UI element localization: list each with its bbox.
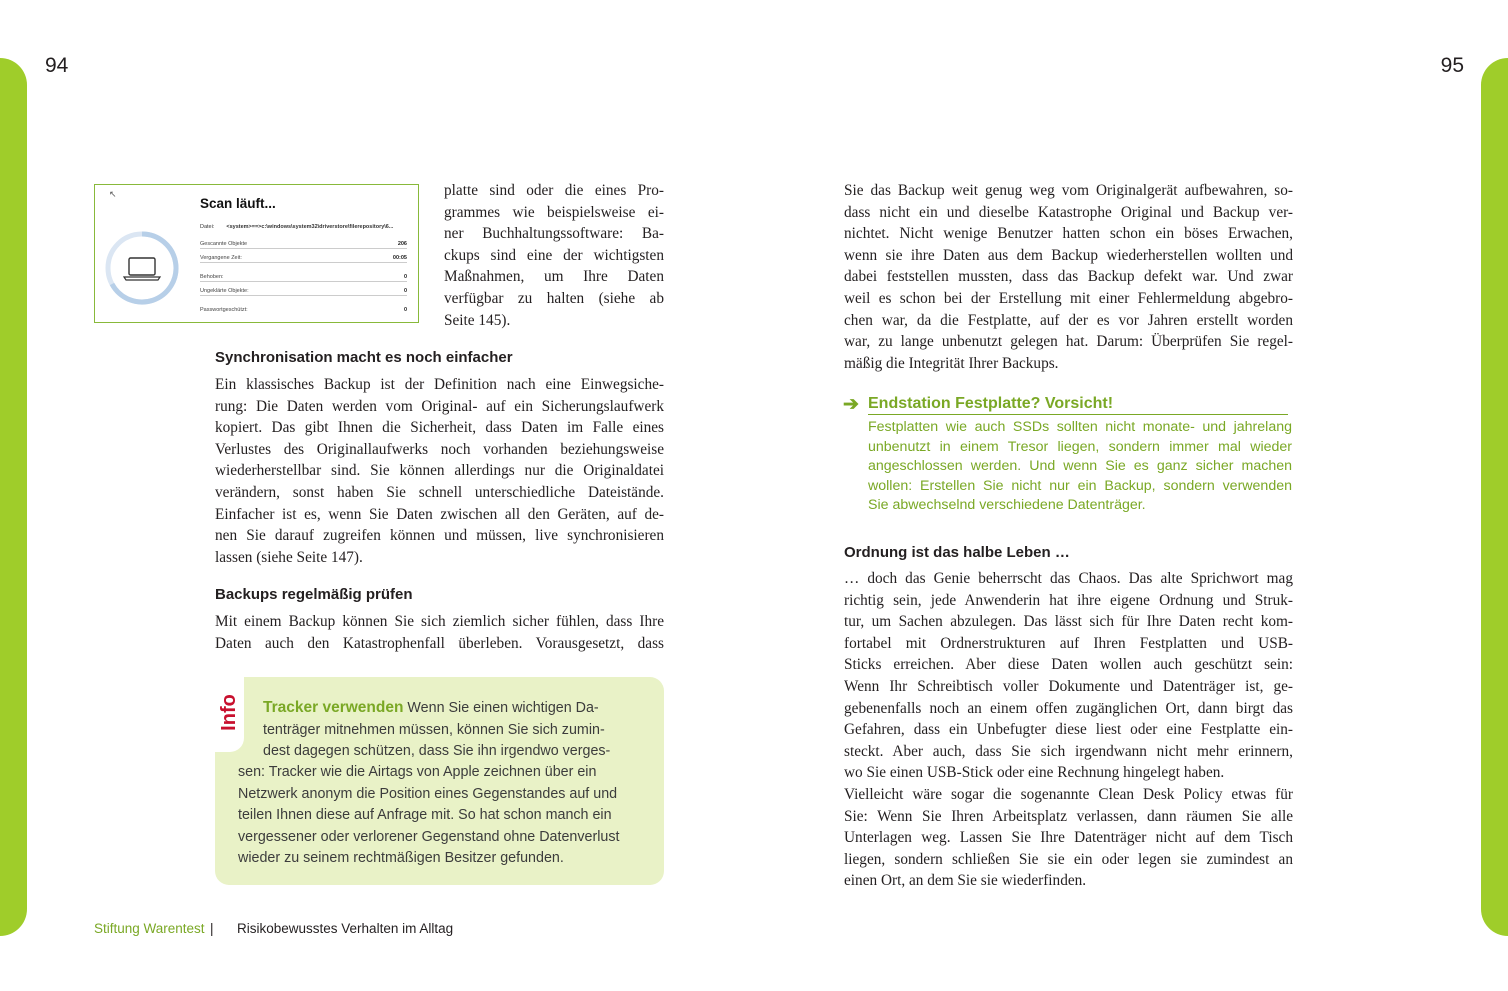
text-line: einen Ort, an dem Sie sie wiederfinden. xyxy=(844,872,1087,890)
text-line: Tracker verwenden Wenn Sie einen wichtigen Da- xyxy=(263,699,599,716)
text-line: mäßig die Integrität Ihrer Backups. xyxy=(844,354,1059,372)
paragraph-synchronisation xyxy=(215,374,664,568)
page-number-right: 95 xyxy=(1440,54,1464,77)
text-line: steckt. Aber auch, dass Sie sich irgendwann nicht mehr erinnern, xyxy=(844,742,1293,760)
scan-screenshot-figure xyxy=(94,184,419,323)
text-line: Einfacher ist es, wenn Sie Daten zwischen all den Geräten, auf de- xyxy=(215,505,664,523)
text-line: angeschlossen werden. Und wenn Sie es ganz sicher machen xyxy=(868,458,1292,475)
paragraph-backup-aufbewahren xyxy=(844,180,1293,374)
text-line: war, zu lange unbenutzt gelegen hat. Darum: Überprüfen Sie regel- xyxy=(844,333,1293,351)
paragraph-backups-pruefen xyxy=(215,611,664,654)
scan-stat-row xyxy=(200,307,407,314)
scan-stat-value: 00:05 xyxy=(392,255,407,261)
text-line: Sie abwechselnd verschiedene Datenträger. xyxy=(868,497,1146,514)
scan-stat-row xyxy=(200,288,407,296)
text-line: dest dagegen schützen, dass Sie ihn irgendwo verges- xyxy=(263,743,611,759)
text-line: Netzwerk anonym die Position eines Gegenstandes auf und xyxy=(238,785,618,802)
text-line: grammes wie beispielsweise ei- xyxy=(444,203,664,221)
text-line: Seite 145). xyxy=(444,311,511,329)
scan-stat-row xyxy=(200,274,407,282)
text-line: ckups sind eine der wichtigsten xyxy=(444,246,664,264)
info-text-top xyxy=(263,697,663,763)
text-line: chen war, da die Festplatte, auf der es vor Jahren erstellt worden xyxy=(844,311,1293,329)
scan-stat-label: Gescannte Objekte xyxy=(200,241,248,247)
text-line: kopiert. Das gibt Ihnen die Sicherheit, dass Daten im Falle eines xyxy=(215,419,664,437)
text-line: Unterlagen weg. Lassen Sie Ihre Datenträger nicht auf dem Tisch xyxy=(844,829,1293,847)
scan-stat-row xyxy=(200,255,407,263)
scan-progress-ring xyxy=(104,230,180,306)
text-line: Gefahren, dass ein Unbefugter diese liest oder eine Festplatte ein- xyxy=(844,721,1293,739)
text-line: nichtet. Nicht wenige Benutzer hatten schon ein böses Erwachen, xyxy=(844,225,1293,243)
scan-stat-value: 206 xyxy=(397,241,407,247)
text-line: rung: Die Daten werden vom Original- auf ein Sicherungslaufwerk xyxy=(215,397,664,415)
text-line: verändern, sonst haben Sie schnell unterschiedliche Dateistände. xyxy=(215,483,664,501)
text-line: weil es schon bei der Erstellung mit einer Fehlermeldung abgebro- xyxy=(844,289,1293,307)
laptop-icon xyxy=(124,258,160,280)
text-line: Daten auch den Katastrophenfall überleben. Vorausgesetzt, dass xyxy=(215,634,664,652)
scan-file-label: Datei: xyxy=(200,224,215,230)
info-label: Info xyxy=(217,693,240,731)
scan-stat-row xyxy=(200,241,407,249)
text-line: wenn sie ihre Daten aus dem Backup wiederherstellen wollten und xyxy=(844,246,1293,264)
scan-stat-value: 0 xyxy=(403,274,407,280)
text-line: liegen, sondern schließen Sie sie ein oder legen sie zumindest an xyxy=(844,850,1293,868)
text-line: Festplatten wie auch SSDs sollten nicht monate- und jahrelang xyxy=(868,419,1292,435)
text-line: Vielleicht wäre sogar die sogenannte Clean Desk Policy etwas für xyxy=(844,785,1293,803)
scan-file-path: <system>==>c:\windows\system32\driverstore\filerepository\6... xyxy=(226,224,394,230)
heading-backups-pruefen: Backups regelmäßig prüfen xyxy=(215,586,413,603)
text-line: nen Sie darauf zugreifen können und müssen, live synchronisieren xyxy=(215,527,664,545)
footer-brand: Stiftung Warentest xyxy=(94,921,205,936)
text-line: platte sind oder die eines Pro- xyxy=(444,182,664,199)
page-edge-left xyxy=(0,58,27,936)
text-line: Sticks erreichen. Aber diese Daten wollen auch geschützt sein: xyxy=(844,656,1293,674)
scan-title: Scan läuft... xyxy=(200,196,276,211)
text-line: tenträger mitnehmen müssen, können Sie sich zumin- xyxy=(263,721,605,738)
heading-ordnung: Ordnung ist das halbe Leben … xyxy=(844,544,1070,561)
text-line: tur, um Sachen abzulegen. Das lässt sich für Ihre Daten recht kom- xyxy=(844,613,1293,631)
tip-title: Endstation Festplatte? Vorsicht! xyxy=(868,395,1288,415)
text-line: unbenutzt in einem Tresor liegen, sondern immer mal wieder xyxy=(868,438,1292,455)
page-edge-right xyxy=(1481,58,1508,936)
cursor-icon: ↖ xyxy=(109,189,117,199)
scan-stat-label: Behoben: xyxy=(200,274,224,280)
text-line: Maßnahmen, um Ihre Daten xyxy=(444,268,664,286)
tip-text xyxy=(868,418,1292,516)
scan-stat-value: 0 xyxy=(403,288,407,294)
info-lead: Tracker verwenden xyxy=(263,699,404,716)
paragraph-ordnung xyxy=(844,568,1293,892)
text-line: gebenenfalls noch an einem offen zugänglichen Ort, dann birgt das xyxy=(844,699,1293,717)
text-line: fortabel mit Ordnerstrukturen auf Ihren Festplatten und USB- xyxy=(844,634,1293,652)
scan-stat-label: Vergangene Zeit: xyxy=(200,255,242,261)
text-line: wieder zu seinem rechtmäßigen Besitzer gefunden. xyxy=(238,850,564,866)
page-number-left: 94 xyxy=(45,54,69,77)
text-line: wollen: Erstellen Sie nicht nur ein Backup, sondern verwenden xyxy=(868,477,1292,494)
text-line: Sie: Wenn Sie Ihren Arbeitsplatz verlassen, dann räumen Sie alle xyxy=(844,807,1293,825)
text-line: richtig sein, jede Anwenderin hat ihre eigene Ordnung und Struk- xyxy=(844,591,1293,609)
text-line: Verlustes des Originallaufwerks noch vorhanden beziehungsweise xyxy=(215,440,664,458)
text-line: verfügbar zu halten (siehe ab xyxy=(444,289,664,307)
text-line: dass nicht ein und dieselbe Katastrophe Original und Backup ver- xyxy=(844,203,1293,221)
text-line: ner Buchhaltungssoftware: Ba- xyxy=(444,225,664,243)
text-line: wiederherstellbar sind. Sie können allerdings nur die Originaldatei xyxy=(215,462,664,480)
text-line: lassen (siehe Seite 147). xyxy=(215,548,363,566)
info-text-body xyxy=(238,762,658,870)
text-line: dabei feststellen mussten, dass das Backup defekt war. Und zwar xyxy=(844,268,1293,286)
scan-stat-label: Ungeklärte Objekte: xyxy=(200,288,249,294)
text-line: Mit einem Backup können Sie sich ziemlich sicher fühlen, dass Ihre xyxy=(215,613,664,630)
heading-synchronisation: Synchronisation macht es noch einfacher xyxy=(215,349,513,366)
intro-paragraph xyxy=(444,180,664,331)
scan-stat-value: 0 xyxy=(403,307,407,313)
text-line: teilen Ihnen diese auf Anfrage mit. So hat schon manch ein xyxy=(238,807,612,823)
text-line: wo Sie einen USB-Stick oder eine Rechnung hingelegt haben. xyxy=(844,764,1225,782)
footer-separator: | xyxy=(210,921,214,936)
text-line: Ein klassisches Backup ist der Definition nach eine Einwegsiche- xyxy=(215,376,664,393)
text-line: Sie das Backup weit genug weg vom Originalgerät aufbewahren, so- xyxy=(844,182,1293,199)
text-line: vergessener oder verlorener Gegenstand ohne Datenverlust xyxy=(238,828,620,845)
arrow-right-icon: ➔ xyxy=(843,394,859,415)
text-line: Wenn Ihr Schreibtisch voller Dokumente und Datenträger ist, ge- xyxy=(844,677,1293,695)
text-line: sen: Tracker wie die Airtags von Apple zeichnen über ein xyxy=(238,764,597,780)
scan-file-line xyxy=(200,224,410,230)
scan-stat-label: Passwortgeschützt: xyxy=(200,307,248,313)
text-line: … doch das Genie beherrscht das Chaos. Das alte Sprichwort mag xyxy=(844,570,1293,587)
footer-chapter-title: Risikobewusstes Verhalten im Alltag xyxy=(237,921,454,936)
